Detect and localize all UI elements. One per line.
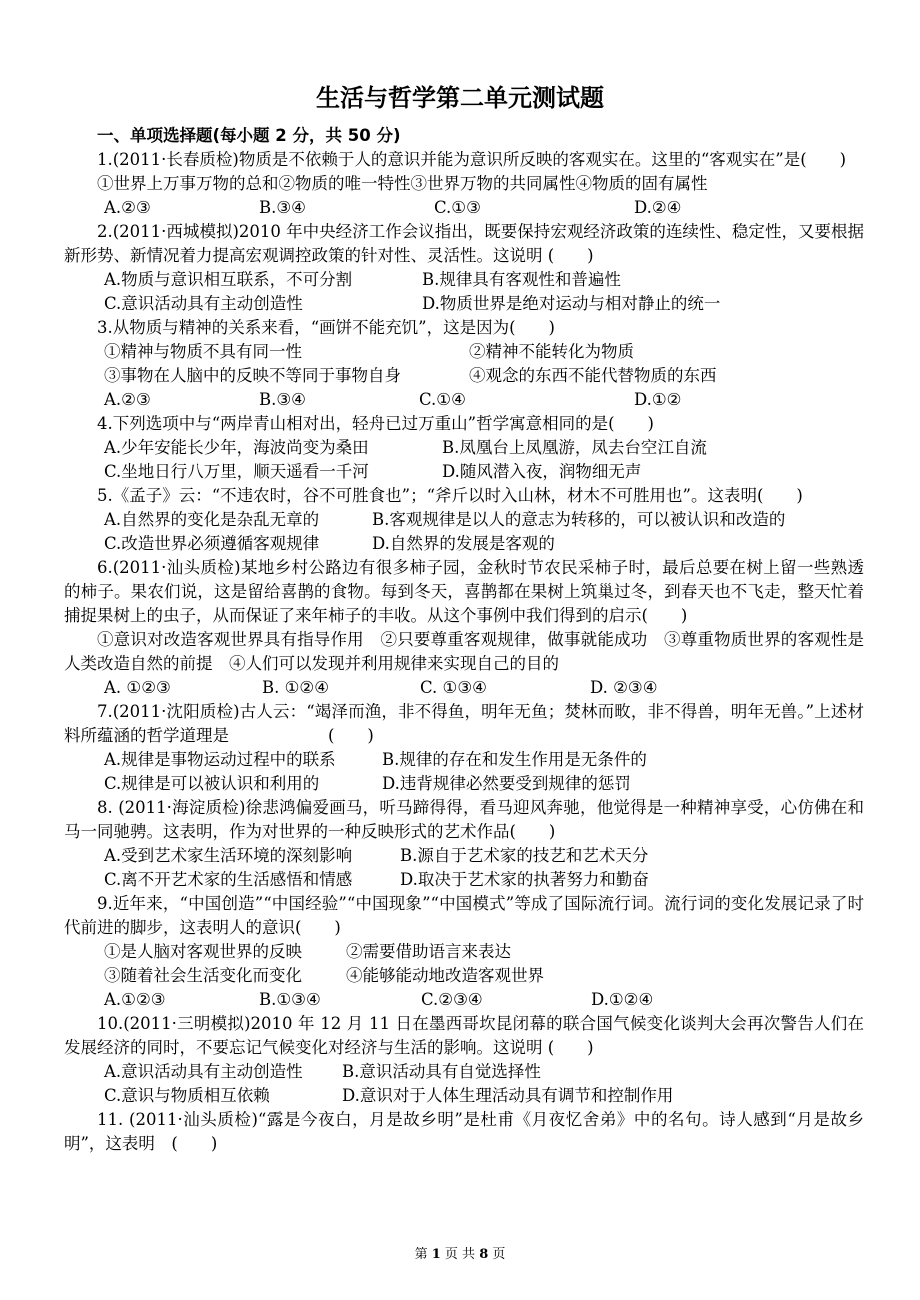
question-9-items-1 [104, 940, 864, 964]
footer-suffix: 页 [492, 1247, 506, 1262]
option-b: B.意识活动具有自觉选择性 [342, 1062, 541, 1081]
option-c: C.离不开艺术家的生活感悟和情感 [104, 870, 353, 889]
option-d: D.取决于艺术家的执著努力和勤奋 [400, 870, 649, 889]
question-4-options-1 [104, 436, 864, 460]
option-c: C.①④ [419, 390, 466, 409]
page-footer [0, 1243, 920, 1262]
option-a: A.①②③ [104, 990, 166, 1009]
question-11-stem: 11. (2011·汕头质检)“露是今夜白，月是故乡明”是杜甫《月夜忆舍弟》中的名句。诗人感到“月是故乡明”，这表明 ( ) [64, 1110, 864, 1153]
question-3-items-2 [104, 364, 864, 388]
option-c: C.意识与物质相互依赖 [104, 1086, 270, 1105]
item-2: ②需要借助语言来表达 [346, 942, 511, 961]
section-heading: 一、单项选择题(每小题 2 分，共 50 分) [97, 126, 401, 145]
question-8-options-1 [104, 844, 864, 868]
option-a: A.意识活动具有主动创造性 [104, 1062, 303, 1081]
question-8-stem: 8. (2011·海淀质检)徐悲鸿偏爱画马，听马蹄得得，看马迎风奔驰，他觉得是一种精神享受，心仿佛在和马一同驰骋。这表明，作为对世界的一种反映形式的艺术作品( ) [64, 798, 864, 841]
question-9-stem: 9.近年来，“中国创造”“中国经验”“中国现象”“中国模式”等成了国际流行词。流行词的变化发展记录了时代前进的脚步，这表明人的意识( ) [64, 894, 864, 937]
option-b: B.规律的存在和发生作用是无条件的 [382, 750, 647, 769]
option-d: D.自然界的发展是客观的 [372, 534, 555, 553]
question-3-items-1 [104, 340, 864, 364]
question-10-options-2 [104, 1084, 864, 1108]
question-9-items-2 [104, 964, 864, 988]
option-b: B. ①②④ [262, 678, 329, 697]
option-d: D. ②③④ [590, 678, 658, 697]
question-7-stem: 7.(2011·沈阳质检)古人云：“竭泽而渔，非不得鱼，明年无鱼；焚林而畋，非不得兽，明年无兽。”上述材料所蕴涵的哲学道理是 ( ) [64, 702, 864, 745]
option-d: D.随风潜入夜，润物细无声 [442, 462, 642, 481]
page-title: 生活与哲学第二单元测试题 [316, 84, 604, 112]
option-b: B.源自于艺术家的技艺和艺术天分 [400, 846, 649, 865]
option-a: A.②③ [104, 198, 151, 217]
question-6-options [104, 676, 864, 700]
option-d: D.②④ [634, 198, 682, 217]
item-2: ②精神不能转化为物质 [469, 342, 634, 361]
question-2-options-1 [104, 268, 864, 292]
question-10-stem: 10.(2011·三明模拟)2010 年 12 月 11 日在墨西哥坎昆闭幕的联合国气候变化谈判大会再次警告人们在发展经济的同时，不要忘记气候变化对经济与生活的影响。这说明 ( ) [64, 1014, 864, 1057]
question-list [64, 124, 864, 1156]
footer-middle: 页 共 [444, 1247, 476, 1262]
option-c: C.改造世界必须遵循客观规律 [104, 534, 320, 553]
question-1-options [104, 196, 864, 220]
question-3-stem: 3.从物质与精神的关系来看，“画饼不能充饥”，这是因为( ) [97, 318, 555, 337]
option-b: B.③④ [259, 390, 306, 409]
option-b: B.③④ [259, 198, 306, 217]
item-1: ①是人脑对客观世界的反映 [104, 942, 302, 961]
question-2-stem: 2.(2011·西城模拟)2010 年中央经济工作会议指出，既要保持宏观经济政策的连续性、稳定性，又要根据新形势、新情况着力提高宏观调控政策的针对性、灵活性。这说明 ( ) [64, 222, 864, 265]
question-5-stem: 5.《孟子》云：“不违农时，谷不可胜食也”；“斧斤以时入山林，材木不可胜用也”。这表明( ) [97, 486, 803, 505]
option-d: D.①②④ [591, 990, 654, 1009]
option-c: C.①③ [434, 198, 481, 217]
question-10-options-1 [104, 1060, 864, 1084]
item-1: ①精神与物质不具有同一性 [104, 342, 302, 361]
item-3: ③随着社会生活变化而变化 [104, 966, 302, 985]
option-c: C.规律是可以被认识和利用的 [104, 774, 320, 793]
option-b: B.凤凰台上凤凰游，凤去台空江自流 [442, 438, 707, 457]
question-3-options [104, 388, 864, 412]
question-7-options-1 [104, 748, 864, 772]
option-d: D.①② [634, 390, 682, 409]
question-4-stem: 4.下列选项中与“两岸青山相对出，轻舟已过万重山”哲学寓意相同的是( ) [97, 414, 654, 433]
question-1-items: ①世界上万事万物的总和②物质的唯一特性③世界万物的共同属性④物质的固有属性 [97, 174, 708, 193]
option-a: A. ①②③ [104, 678, 171, 697]
option-a: A.受到艺术家生活环境的深刻影响 [104, 846, 353, 865]
option-a: A.规律是事物运动过程中的联系 [104, 750, 336, 769]
option-a: A.自然界的变化是杂乱无章的 [104, 510, 320, 529]
option-a: A.物质与意识相互联系，不可分割 [104, 270, 353, 289]
question-4-options-2 [104, 460, 864, 484]
question-5-options-2 [104, 532, 864, 556]
total-page-count: 8 [479, 1247, 489, 1262]
current-page-number: 1 [431, 1247, 441, 1262]
option-c: C. ①③④ [420, 678, 487, 697]
item-4: ④观念的东西不能代替物质的东西 [469, 366, 717, 385]
option-a: A.②③ [104, 390, 151, 409]
question-5-options-1 [104, 508, 864, 532]
question-1-stem: 1.(2011·长春质检)物质是不依赖于人的意识并能为意识所反映的客观实在。这里的“客观实在”是( ) [97, 150, 847, 169]
option-a: A.少年安能长少年，海波尚变为桑田 [104, 438, 369, 457]
item-3: ③事物在人脑中的反映不等同于事物自身 [104, 366, 401, 385]
option-b: B.规律具有客观性和普遍性 [422, 270, 621, 289]
question-2-options-2 [104, 292, 864, 316]
option-d: D.意识对于人体生理活动具有调节和控制作用 [342, 1086, 674, 1105]
question-8-options-2 [104, 868, 864, 892]
option-c: C.②③④ [421, 990, 483, 1009]
option-b: B.客观规律是以人的意志为转移的，可以被认识和改造的 [372, 510, 786, 529]
option-c: C.意识活动具有主动创造性 [104, 294, 303, 313]
footer-prefix: 第 [414, 1247, 428, 1262]
option-c: C.坐地日行八万里，顺天遥看一千河 [104, 462, 369, 481]
option-d: D.违背规律必然要受到规律的惩罚 [382, 774, 631, 793]
question-9-options [104, 988, 864, 1012]
question-7-options-2 [104, 772, 864, 796]
question-6-items: ①意识对改造客观世界具有指导作用 ②只要尊重客观规律，做事就能成功 ③尊重物质世界的客观性是人类改造自然的前提 ④人们可以发现并利用规律来实现自己的目的 [64, 630, 864, 673]
option-d: D.物质世界是绝对运动与相对静止的统一 [422, 294, 721, 313]
item-4: ④能够能动地改造客观世界 [346, 966, 544, 985]
question-6-stem: 6.(2011·汕头质检)某地乡村公路边有很多柿子园，金秋时节农民采柿子时，最后总要在树上留一些熟透的柿子。果农们说，这是留给喜鹊的食物。每到冬天，喜鹊都在果树上筑巢过冬，到春天也不飞走，整天忙着捕捉果树上的虫子，从而保证了来年柿子的丰收。从这个事例中我们得到的启示( ) [64, 558, 864, 625]
option-b: B.①③④ [259, 990, 321, 1009]
